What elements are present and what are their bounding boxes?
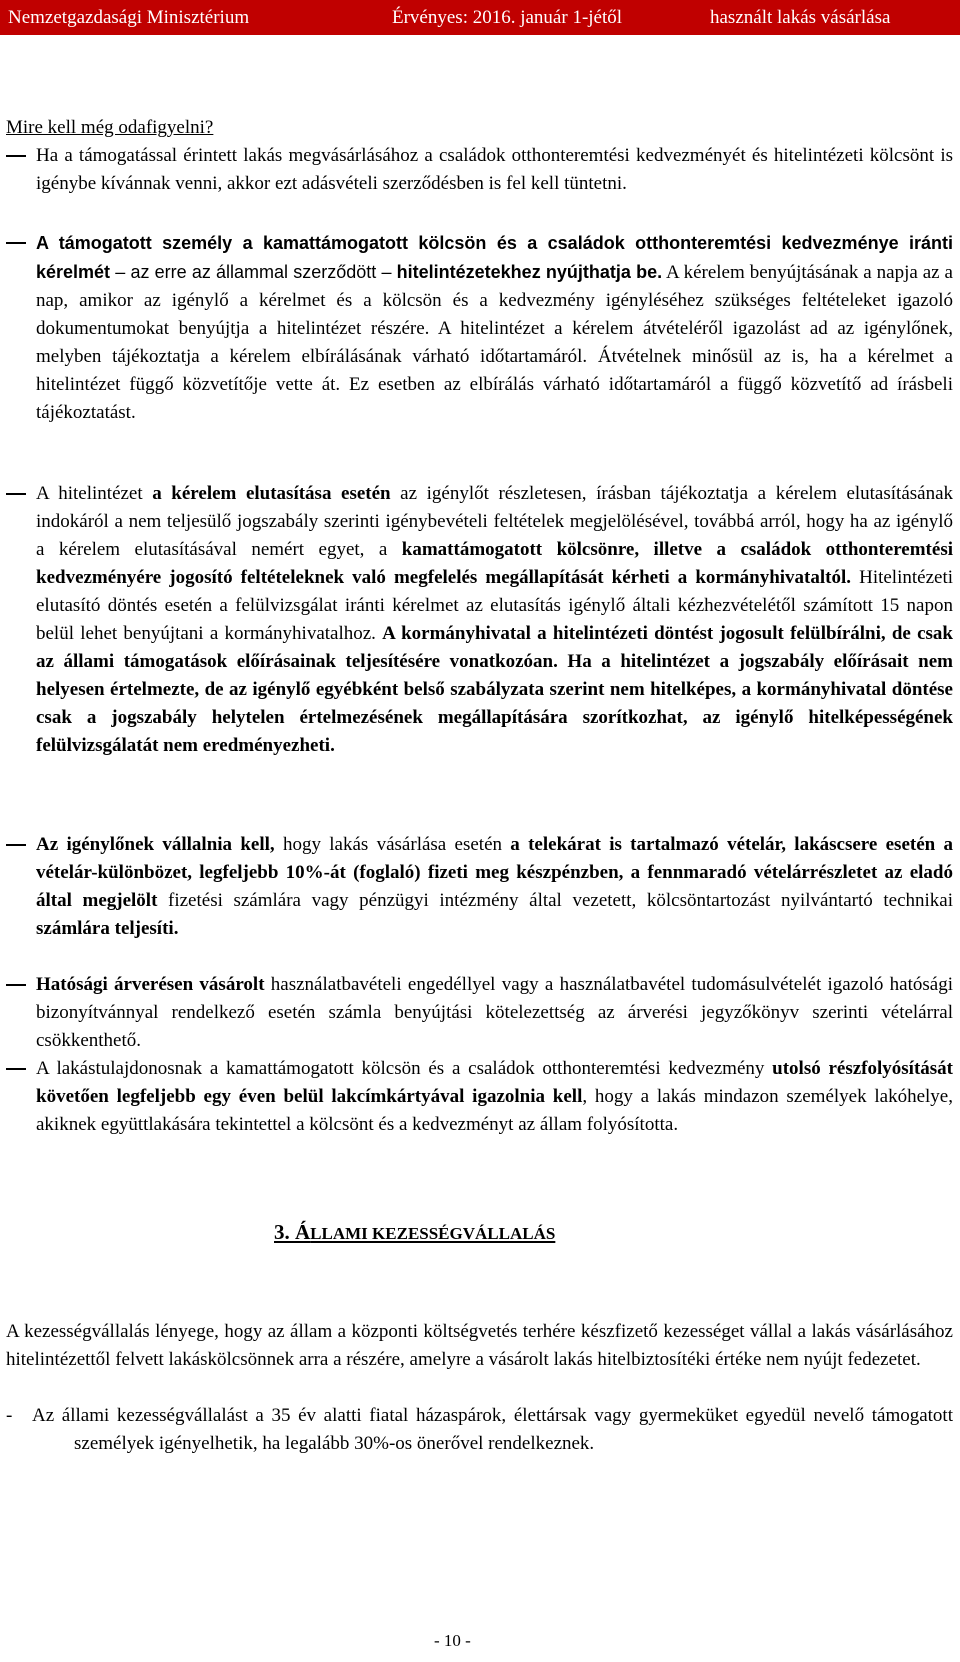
item-bold-text: A kormányhivatal a hitelintézeti döntést jogosult felülbírálni, de csak az állami támogatások előírásainak teljesítésére vonatkozóan. Ha a hitelintézet a jogszabály előírásait nem helyesen értelmezte, de az igénylő egyébként belső szabályzata szerint nem hitelképes, a kormányhivatal döntése csak a jogszabály helytelen értelmezésének megállapítására szorítkozhat, az igénylő hitelképességének felülvizsgálatát nem eredményezheti. (36, 623, 953, 756)
item-text: , hogy a lakás mindazon személyek lakóhelye, akiknek együttlakására tekintettel a kölcsönt és a kedvezményt az állam folyósította. (36, 1086, 953, 1135)
list-item-3 (36, 480, 953, 760)
section-heading (274, 1220, 555, 1245)
item-bold-text: Hatósági árverésen vásárolt (36, 974, 265, 995)
item-bold-text: utolsó részfolyósítását követően legfeljebb egy éven belül lakcímkártyával igazolnia kell (36, 1058, 953, 1107)
item-text: használatbavételi engedéllyel vagy a használatbavétel tudomásulvételét igazoló hatósági bizonyítvánnyal rendelkező esetén számla benyújtási kötelezettség az árverési jegyzőkönyv szerinti vételárral csökkenthető. (36, 974, 953, 1051)
item-bold-text: A támogatott személy a kamattámogatott kölcsön és a családok otthonteremtési kedvezménye iránti kérelmét (36, 233, 953, 282)
item-text: A lakástulajdonosnak a kamattámogatott kölcsön és a családok otthonteremtési kedvezmény (36, 1058, 773, 1079)
page-header (0, 0, 960, 35)
list-item-2 (36, 229, 953, 427)
item-text: Ha a támogatással érintett lakás megvásárlásához a családok otthonteremtési kedvezményét és hitelintézeti kölcsönt is igénybe kívánnak venni, akkor ezt adásvételi szerződésben is fel kell tüntetni. (36, 145, 953, 194)
header-ministry: Nemzetgazdasági Minisztérium (8, 7, 250, 28)
item-text: A hitelintézet (36, 483, 153, 504)
item-text: Az állami kezességvállalást a 35 év alatti fiatal házaspárok, élettársak vagy gyermeküket egyedül nevelő támogatott személyek igényelhetik, ha legalább 30%-os önerővel rendelkeznek. (32, 1405, 953, 1454)
item-bold-text: kamattámogatott kölcsönre, illetve a családok otthonteremtési kedvezményére jogosító feltételeknek való megfelelés megállapítását kérheti a kormányhivataltól. (36, 539, 953, 588)
section-title-text: LLAMI KEZESSÉGVÁLLALÁS (310, 1224, 556, 1243)
item-bold-text: a kérelem elutasítása esetén (152, 483, 391, 504)
section-list-item (6, 1402, 953, 1458)
item-text: fizetési számlára vagy pénzügyi intézmény által vezetett, kölcsöntartozást nyilvántartó technikai (157, 890, 953, 911)
list-item-5 (36, 971, 953, 1055)
item-text: Hitelintézeti elutasító döntés esetén a felülvizsgálat iránti kérelmet az elutasítás igénylő általi kézhezvételétől számított 15 napon belül lehet benyújtani a kormányhivatalhoz. (36, 567, 953, 644)
item-text: – az erre az állammal szerződött – (110, 262, 397, 282)
item-text: A kérelem benyújtásának a napja az a nap, amikor az igénylő a kérelmet és a kölcsön és a kedvezmény igényléséhez szükséges feltételeket igazoló dokumentumokat benyújtja a hitelintézet részére. A hitelintézet a kérelem átvételéről igazolást ad az igénylőnek, melyben tájékoztatja a kérelem elbírálásának várható időtartamáról. Átvételnek minősül az is, ha a kérelmet a hitelintézet függő közvetítője vette át. Ez esetben az elbírálás várható időtartamáról a függő közvetítő ad írásbeli tájékoztatást. (36, 262, 953, 423)
item-bold-text: Az igénylőnek vállalnia kell, (36, 834, 275, 855)
item-bold-text: a telekárat is tartalmazó vételár, lakáscsere esetén a vételár-különbözet, legfeljebb 10%-át (foglaló) fizeti meg készpénzben, a fennmaradó vételárrészletet az eladó által megjelölt (36, 834, 953, 911)
dash-bullet (6, 984, 26, 986)
section-paragraph: A kezességvállalás lényege, hogy az állam a központi költségvetés terhére készfizető kezességet vállal a lakás vásárlásához hitelintézettől felvett lakáskölcsönnek arra a részére, amelyre a vásárolt lakás hitelbiztosítéki értéke nem nyújt fedezetet. (6, 1321, 953, 1370)
list-item-1 (36, 142, 953, 198)
section-number: 3. Á (274, 1220, 311, 1244)
dash-bullet (6, 844, 26, 846)
item-bold-text: hitelintézetekhez nyújthatja be. (396, 262, 663, 282)
header-topic: használt lakás vásárlása (710, 7, 891, 28)
header-validity: Érvényes: 2016. január 1-jétől (392, 7, 623, 28)
dash-bullet (6, 242, 26, 244)
section-subtitle: Mire kell még odafigyelni? (6, 117, 214, 138)
dash-bullet (6, 155, 26, 157)
list-item-4 (36, 831, 953, 943)
item-bold-text: számlára teljesíti. (36, 918, 179, 939)
item-text: hogy lakás vásárlása esetén (274, 834, 511, 855)
hyphen-bullet: - (6, 1405, 13, 1426)
list-item-6 (36, 1055, 953, 1139)
dash-bullet (6, 1068, 26, 1070)
dash-bullet (6, 493, 26, 495)
page-number: - 10 - (434, 1631, 471, 1650)
item-text: az igénylőt részletesen, írásban tájékoztatja a kérelem elutasításának indokáról a nem teljesülő jogszabály szerinti igénybevételi feltételek megjelölésével, továbbá arról, hogy ha az igénylő a kérelem elutasításával nemért egyet, a (36, 483, 954, 560)
